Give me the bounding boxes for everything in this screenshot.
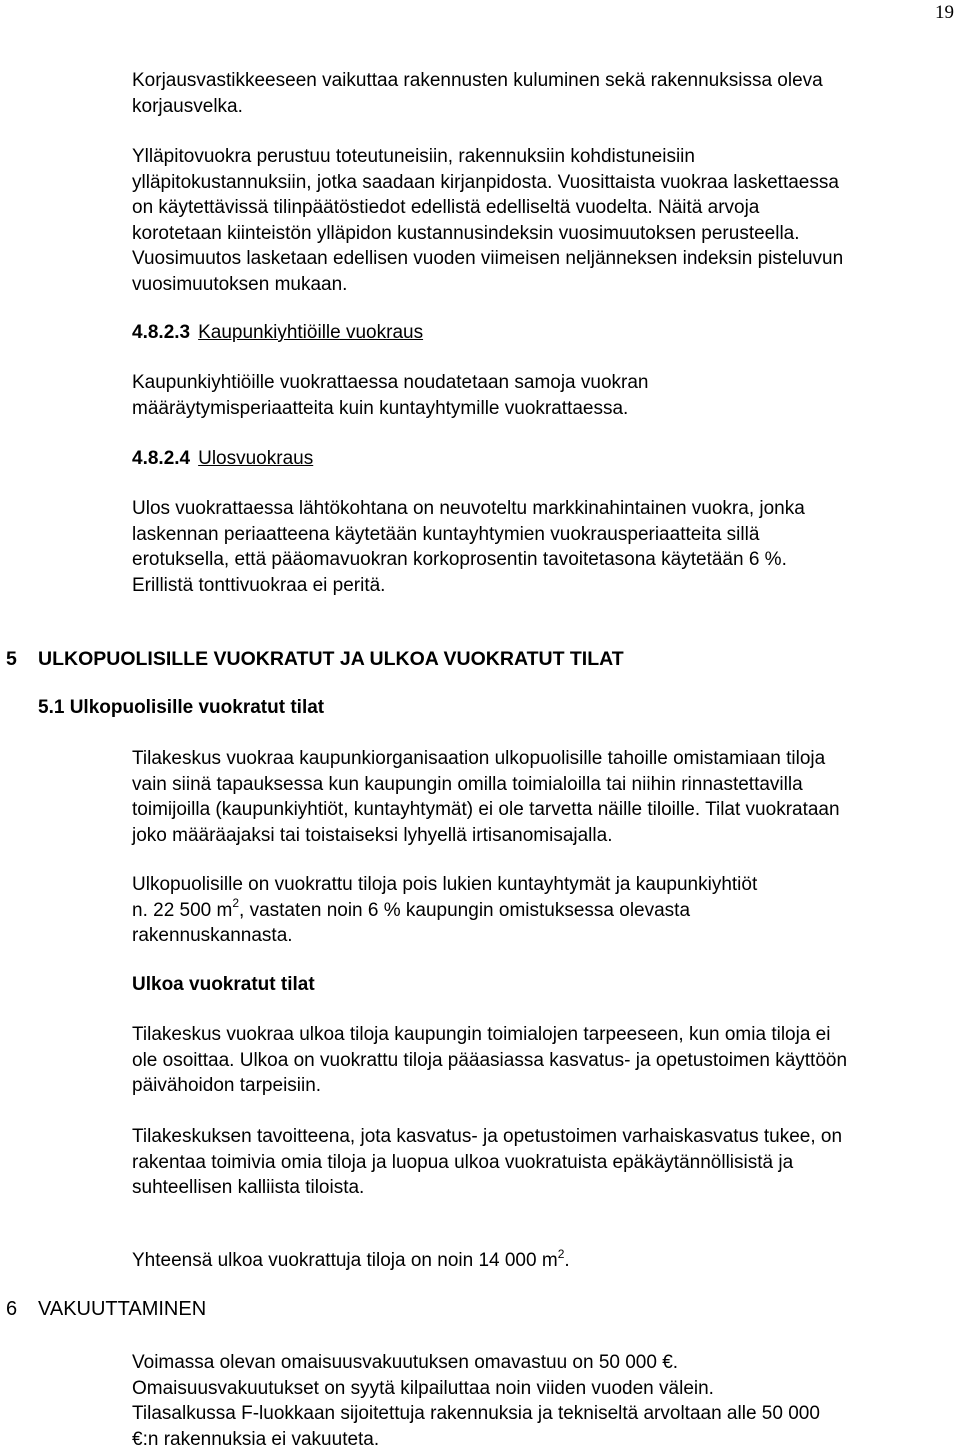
text-line: vuosimuutoksen mukaan.	[132, 272, 932, 298]
paragraph-yhteensa	[132, 1248, 932, 1274]
text-fragment: .	[564, 1250, 569, 1271]
chapter-heading-6	[6, 1298, 206, 1321]
text-fragment: n. 22 500 m	[132, 900, 232, 921]
text-line: ole osoittaa. Ulkoa on vuokrattu tiloja pääasiassa kasvatus- ja opetustoimen käyttöön	[132, 1048, 932, 1074]
text-line: Omaisuusvakuutukset on syytä kilpailuttaa noin viiden vuoden välein.	[132, 1376, 932, 1402]
text-line: Tilakeskus vuokraa kaupunkiorganisaation ulkopuolisille tahoille omistamiaan tiloja	[132, 746, 932, 772]
text-line: ylläpitokustannuksiin, jotka saadaan kirjanpidosta. Vuosittaista vuokraa laskettaessa	[132, 170, 932, 196]
chapter-title: VAKUUTTAMINEN	[38, 1298, 206, 1320]
section-heading-5-1: 5.1 Ulkopuolisille vuokratut tilat	[38, 697, 324, 719]
text-line: Ulkopuolisille on vuokrattu tiloja pois lukien kuntayhtymät ja kaupunkiyhtiöt	[132, 872, 932, 898]
text-line: Tilasalkussa F-luokkaan sijoitettuja rakennuksia ja tekniseltä arvoltaan alle 50 000	[132, 1401, 932, 1427]
paragraph-ulkopuolisille	[132, 872, 932, 949]
page-number: 19	[935, 2, 954, 24]
section-heading-4-8-2-4	[132, 446, 313, 471]
text-line: Korjausvastikkeeseen vaikuttaa rakennusten kuluminen sekä rakennuksissa oleva	[132, 68, 932, 94]
text-line: Erillistä tonttivuokraa ei peritä.	[132, 573, 932, 599]
text-line: vain siinä tapauksessa kun kaupungin omilla toimialoilla tai niihin rinnastettavilla	[132, 772, 932, 798]
text-line	[132, 898, 932, 924]
text-line: Tilakeskuksen tavoitteena, jota kasvatus- ja opetustoimen varhaiskasvatus tukee, on	[132, 1124, 932, 1150]
chapter-heading-5	[6, 648, 624, 671]
chapter-title: ULKOPUOLISILLE VUOKRATUT JA ULKOA VUOKRATUT TILAT	[38, 648, 624, 670]
text-line: Ulos vuokrattaessa lähtökohtana on neuvoteltu markkinahintainen vuokra, jonka	[132, 496, 932, 522]
text-line: korjausvelka.	[132, 94, 932, 120]
paragraph-korjausvastike	[132, 68, 932, 119]
paragraph-tavoite	[132, 1124, 932, 1201]
paragraph-yllapitovuokra	[132, 144, 932, 297]
text-line: joko määräajaksi tai toistaiseksi lyhyellä irtisanomisajalla.	[132, 823, 932, 849]
text-line: suhteellisen kalliista tiloista.	[132, 1175, 932, 1201]
section-number: 4.8.2.4	[132, 448, 190, 469]
text-fragment: , vastaten noin 6 % kaupungin omistuksessa olevasta	[239, 900, 690, 921]
text-line: Tilakeskus vuokraa ulkoa tiloja kaupungin toimialojen tarpeeseen, kun omia tiloja ei	[132, 1022, 932, 1048]
section-number: 4.8.2.3	[132, 322, 190, 343]
paragraph-kaupunkiyhtiot	[132, 370, 932, 421]
text-line: €:n rakennuksia ei vakuuteta.	[132, 1427, 932, 1452]
paragraph-vakuutus	[132, 1350, 932, 1452]
text-line: Ylläpitovuokra perustuu toteutuneisiin, rakennuksiin kohdistuneisiin	[132, 144, 932, 170]
text-line: korotetaan kiinteistön ylläpidon kustannusindeksin vuosimuutoksen perusteella.	[132, 221, 932, 247]
text-line: Vuosimuutos lasketaan edellisen vuoden viimeisen neljänneksen indeksin pisteluvun	[132, 246, 932, 272]
text-line: on käytettävissä tilinpäätöstiedot edellistä edelliseltä vuodelta. Näitä arvoja	[132, 195, 932, 221]
text-line: erotuksella, että pääomavuokran korkoprosentin tavoitetasona käytetään 6 %.	[132, 547, 932, 573]
text-line: Kaupunkiyhtiöille vuokrattaessa noudatetaan samoja vuokran	[132, 370, 932, 396]
superscript: 2	[558, 1247, 565, 1261]
text-line: rakennuskannasta.	[132, 923, 932, 949]
text-line: päivähoidon tarpeisiin.	[132, 1073, 932, 1099]
subheading-ulkoa-vuokratut: Ulkoa vuokratut tilat	[132, 972, 315, 997]
paragraph-tilakeskus-vuokraa	[132, 746, 932, 848]
paragraph-ulosvuokraus	[132, 496, 932, 598]
text-line: laskennan periaatteena käytetään kuntayhtymien vuokrausperiaatteita sillä	[132, 522, 932, 548]
text-fragment: Yhteensä ulkoa vuokrattuja tiloja on noin 14 000 m	[132, 1250, 558, 1271]
text-line: määräytymisperiaatteita kuin kuntayhtymille vuokrattaessa.	[132, 396, 932, 422]
superscript: 2	[232, 896, 239, 910]
paragraph-ulkoa-tarpeeseen	[132, 1022, 932, 1099]
text-line: rakentaa toimivia omia tiloja ja luopua ulkoa vuokratuista epäkäytännöllisistä ja	[132, 1150, 932, 1176]
text-line	[132, 1248, 932, 1274]
chapter-number: 6	[6, 1298, 38, 1321]
chapter-number: 5	[6, 648, 38, 671]
section-title: Kaupunkiyhtiöille vuokraus	[198, 322, 423, 343]
section-heading-4-8-2-3	[132, 320, 423, 345]
text-line: Voimassa olevan omaisuusvakuutuksen omavastuu on 50 000 €.	[132, 1350, 932, 1376]
section-title: Ulosvuokraus	[198, 448, 313, 469]
text-line: toimijoilla (kaupunkiyhtiöt, kuntayhtymät) ei ole tarvetta näille tiloille. Tilat vuokrataan	[132, 797, 932, 823]
